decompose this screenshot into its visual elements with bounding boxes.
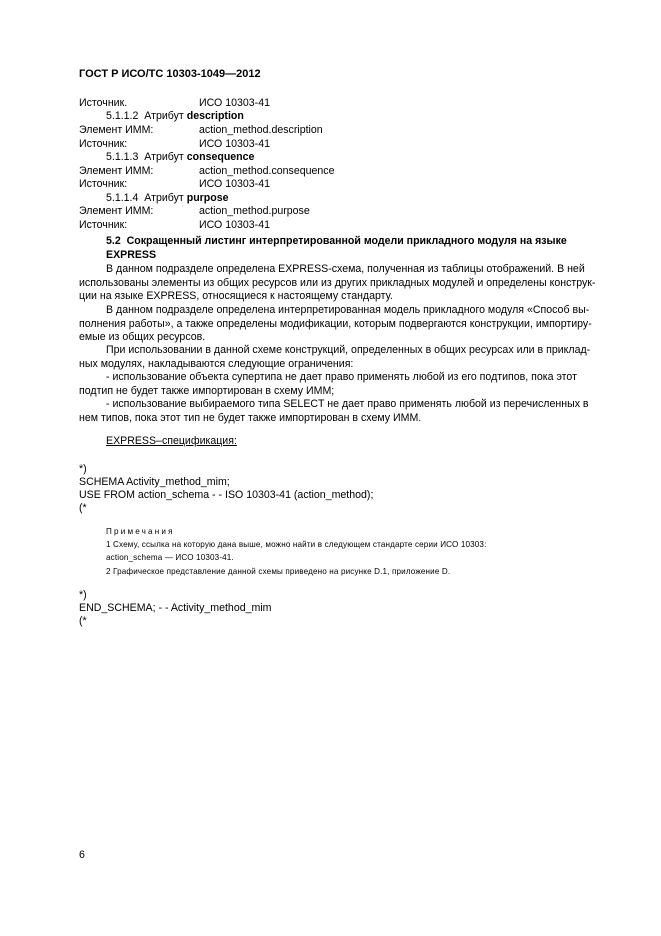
paragraph (79, 263, 596, 304)
source-label: Источник: (79, 178, 128, 190)
element-value: action_method.description (199, 124, 323, 136)
section-heading-line: EXPRESS (106, 248, 157, 261)
document-header: ГОСТ Р ИСО/ТС 10303-1049—2012 (79, 68, 261, 80)
attribute-prefix: Атрибут (144, 192, 184, 204)
code-block (79, 463, 373, 515)
source-label: Источник: (79, 138, 128, 150)
paragraph-line: - использование выбираемого типа SELECT не дает право применять любой из перечисленных в (106, 398, 589, 410)
paragraph (79, 304, 592, 345)
list-item (79, 398, 589, 425)
element-label: Элемент ИММ: (79, 205, 154, 217)
paragraph-line: При использовании в данной схеме конструкций, определенных в общих ресурсах или в приклад- (106, 344, 591, 356)
paragraph-line: В данном подразделе определена EXPRESS-схема, полученная из таблицы отображений. В ней (106, 263, 585, 275)
notes-block (106, 525, 486, 578)
note-line: 2 Графическое представление данной схемы приведено на рисунке D.1, приложение D. (106, 566, 451, 576)
paragraph-line: В данном подразделе определена интерпретированная модель прикладного модуля «Способ вы- (106, 304, 590, 316)
source-value: ИСО 10303-41 (199, 178, 270, 190)
code-line: (* (79, 615, 87, 627)
section-heading-line (79, 235, 586, 249)
paragraph-line: емые из общих ресурсов. (79, 331, 206, 344)
page-number: 6 (79, 849, 85, 861)
code-line: SCHEMA Activity_method_mim; (79, 476, 230, 488)
express-spec-label: EXPRESS–спецификация: (106, 435, 237, 447)
list-item (79, 371, 586, 398)
source-value: ИСО 10303-41 (199, 138, 270, 150)
element-label: Элемент ИММ: (79, 124, 154, 136)
paragraph-line: - использование объекта супертипа не дает право применять любой из его подтипов, пока этот (106, 371, 577, 383)
source-label: Источник: (79, 219, 128, 231)
code-block (79, 589, 272, 628)
code-line: *) (79, 463, 87, 475)
code-line: (* (79, 502, 87, 514)
paragraph-line: использованы элементы из общих ресурсов или из других прикладных модулей и определены конструк- (79, 276, 596, 289)
section-title: Сокращенный листинг интерпретированной модели прикладного модуля на языке (126, 235, 567, 247)
code-line: USE FROM action_schema - - ISO 10303-41 (action_method); (79, 489, 374, 501)
attribute-name: description (186, 110, 244, 122)
attribute-name: purpose (186, 192, 229, 204)
paragraph (79, 344, 591, 371)
paragraph-line: подтип не будет также импортирован в схему ИММ; (79, 384, 335, 397)
paragraph-line: ции на языке EXPRESS, относящиеся к настоящему стандарту. (79, 290, 393, 303)
attribute-number: 5.1.1.4 (106, 192, 139, 204)
element-label: Элемент ИММ: (79, 165, 154, 177)
code-line: *) (79, 589, 87, 601)
paragraph-line: ных модулях, накладываются следующие ограничения: (79, 357, 354, 370)
section-heading (79, 235, 586, 262)
source-label: Источник. (79, 97, 128, 109)
attribute-heading-description (106, 110, 244, 123)
element-value: action_method.purpose (199, 205, 310, 217)
note-line: action_schema — ИСО 10303-41. (106, 553, 234, 563)
notes-title: Примечания (106, 527, 175, 536)
attribute-prefix: Атрибут (144, 151, 184, 163)
attribute-heading-purpose (106, 192, 229, 205)
attribute-prefix: Атрибут (144, 110, 184, 122)
note-line: 1 Схему, ссылка на которую дана выше, можно найти в следующем стандарте серии ИСО 10303: (106, 540, 487, 550)
paragraph-line: полнения работы», а также определены модификации, которым подвергаются конструкции, импортиру- (79, 317, 592, 330)
attribute-heading-consequence (106, 151, 254, 164)
source-value: ИСО 10303-41 (199, 219, 270, 231)
source-value: ИСО 10303-41 (199, 97, 270, 109)
attribute-name: consequence (186, 151, 255, 163)
attribute-number: 5.1.1.2 (106, 110, 139, 122)
paragraph-line: нем типов, пока этот тип не будет также импортирован в схему ИММ. (79, 411, 422, 424)
code-line: END_SCHEMA; - - Activity_method_mim (79, 602, 272, 614)
element-value: action_method.consequence (199, 165, 335, 177)
section-number: 5.2 (106, 235, 121, 247)
attribute-number: 5.1.1.3 (106, 151, 139, 163)
